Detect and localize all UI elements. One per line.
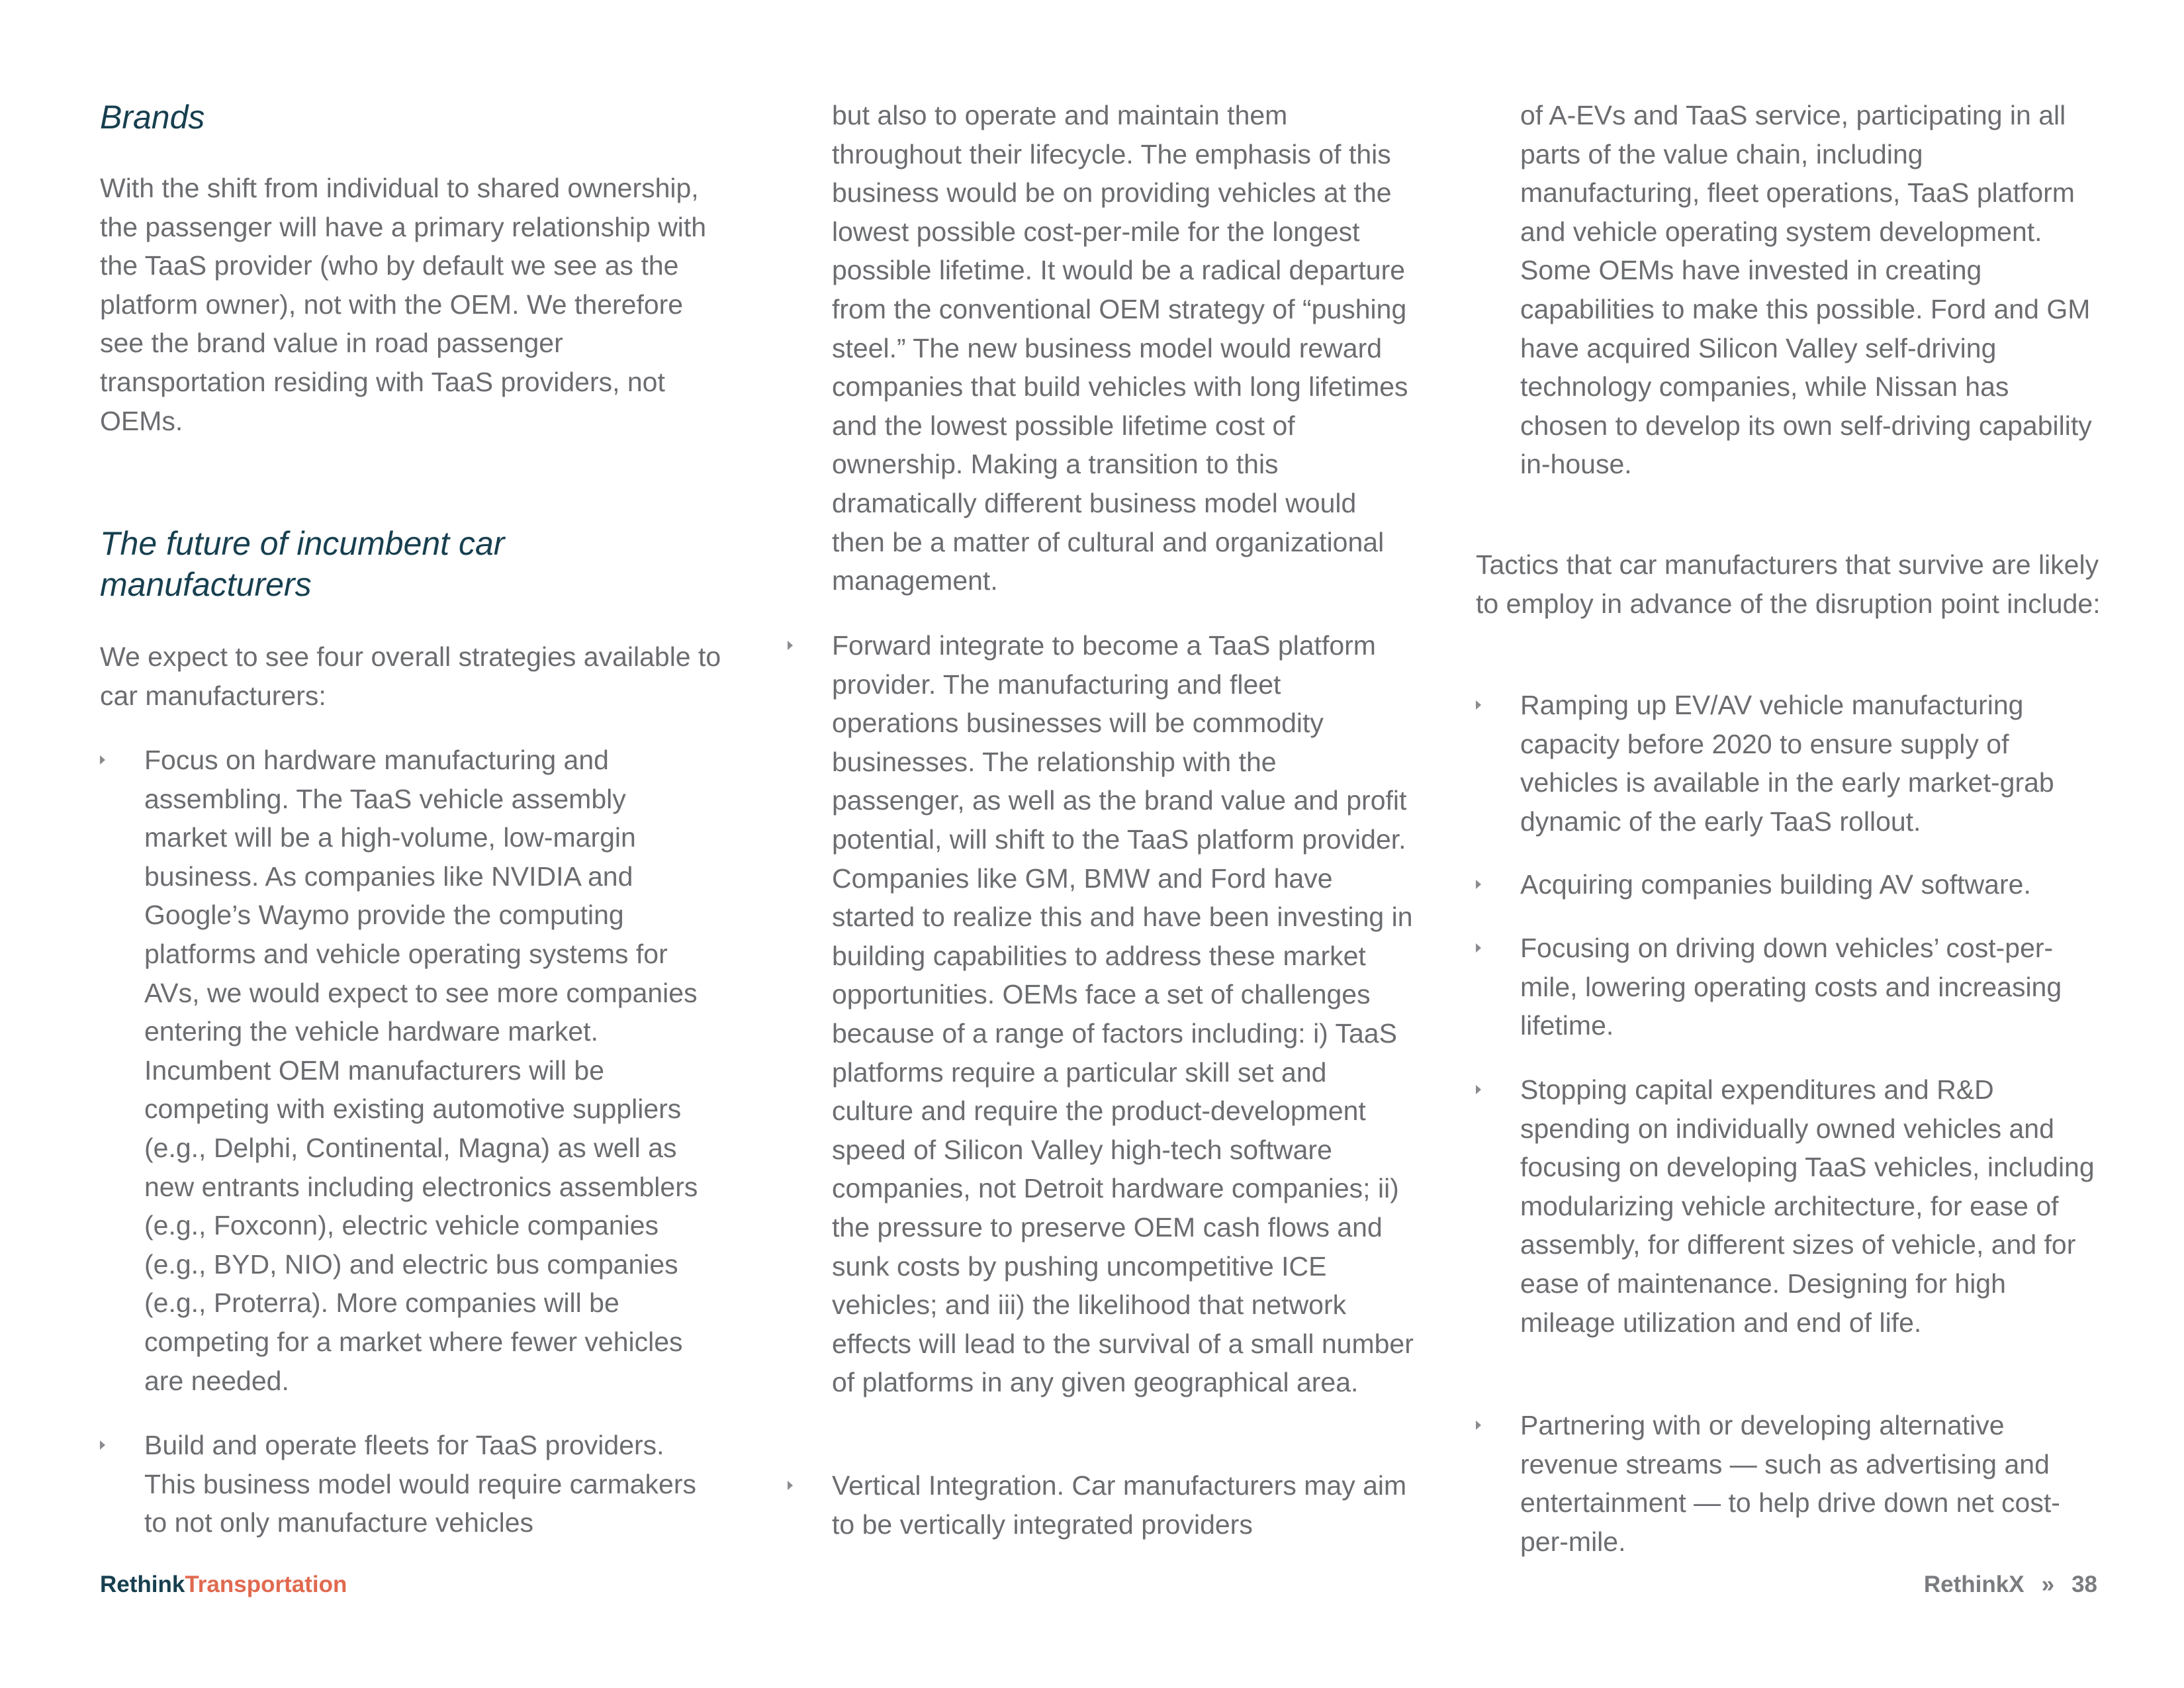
page-number: 38: [2071, 1571, 2097, 1597]
tactic-acquiring-text: Acquiring companies building AV software.: [1520, 869, 2031, 900]
footer-brand: [100, 1570, 347, 1599]
strategies-intro-paragraph: We expect to see four overall strategies available to car manufacturers:: [100, 641, 721, 711]
footer-brand-transportation: Transportation: [185, 1571, 347, 1597]
fleets-continuation-text: but also to operate and maintain them throughout their lifecycle. The emphasis of this business would be on providing vehicles at the lowest possible cost-per-mile for the longest possible lifetime. It would be a radical departure from the conventional OEM strategy of “pushing steel.” The new business model would reward companies that build vehicles with long lifetimes and the lowest possible lifetime cost of ownership. Making a transition to this dramatically different business model would then be a matter of cultural and organizational management.: [832, 100, 1408, 596]
strategy-vertical-integration-text: Vertical Integration. Car manufacturers may aim to be vertically integrated providers: [832, 1470, 1407, 1540]
bullet-arrow-icon: [1476, 880, 1481, 889]
section-heading-future: The future of incumbent car manufacturers: [100, 525, 505, 603]
bullet-arrow-icon: [1476, 1085, 1481, 1094]
strategy-fleets-text: Build and operate fleets for TaaS providers. This business model would require carmakers to not only manufacture vehicles: [144, 1430, 697, 1538]
tactics-intro-paragraph: Tactics that car manufacturers that survive are likely to employ in advance of the disruption point include:: [1476, 549, 2101, 619]
strategy-forward-integrate-text: Forward integrate to become a TaaS platform provider. The manufacturing and fleet operations businesses will be commodity businesses. The relationship with the passenger, as well as the brand value and profit potential, will shift to the TaaS platform provider. Companies like GM, BMW and Ford have started to realize this and have been investing in building capabilities to address these market opportunities. OEMs face a set of challenges because of a range of factors including: i) TaaS platforms require a particular skill set and culture and require the product-development speed of Silicon Valley high-tech software companies, not Detroit hardware companies; ii) the pressure to preserve OEM cash flows and sunk costs by pushing uncompetitive ICE vehicles; and iii) the likelihood that network effects will lead to the survival of a small number of platforms in any given geographical area.: [832, 630, 1414, 1398]
brands-paragraph: With the shift from individual to shared ownership, the passenger will have a primary relationship with the TaaS provider (who by default we see as the platform owner), not with the OEM. We therefore see the brand value in road passenger transportation residing with TaaS providers, not OEMs.: [100, 173, 707, 436]
tactic-stopping-capex-text: Stopping capital expenditures and R&D spending on individually owned vehicles and focusing on developing TaaS vehicles, including modularizing vehicle architecture, for ease of assembly, for different sizes of vehicle, and for ease of maintenance. Designing for high mileage utilization and end of life.: [1520, 1074, 2095, 1338]
tactic-partnering-text: Partnering with or developing alternative revenue streams — such as advertising and entertainment — to help drive down net cost-per-mile.: [1520, 1410, 2060, 1557]
bullet-arrow-icon: [788, 1481, 793, 1490]
footer-separator: »: [2041, 1571, 2055, 1597]
bullet-arrow-icon: [100, 1440, 105, 1450]
bullet-arrow-icon: [1476, 943, 1481, 953]
bullet-arrow-icon: [1476, 1421, 1481, 1430]
bullet-arrow-icon: [100, 755, 105, 765]
vertical-integration-continuation-text: of A-EVs and TaaS service, participating in all parts of the value chain, including manufacturing, fleet operations, TaaS platform and vehicle operating system development. Some OEMs have invested in creating capabilities to make this possible. Ford and GM have acquired Silicon Valley self-driving technology companies, while Nissan has chosen to develop its own self-driving capability in-house.: [1520, 100, 2092, 480]
tactic-ramping-text: Ramping up EV/AV vehicle manufacturing capacity before 2020 to ensure supply of vehicles is available in the early market-grab dynamic of the early TaaS rollout.: [1520, 690, 2054, 837]
tactic-cost-per-mile-text: Focusing on driving down vehicles’ cost-per-mile, lowering operating costs and increasing lifetime.: [1520, 933, 2062, 1041]
footer-brand-rethink: Rethink: [100, 1571, 185, 1597]
bullet-arrow-icon: [788, 641, 793, 650]
bullet-arrow-icon: [1476, 700, 1481, 710]
strategy-hardware-text: Focus on hardware manufacturing and assembling. The TaaS vehicle assembly market will be a high-volume, low-margin business. As companies like NVIDIA and Google’s Waymo provide the computing platforms and vehicle operating systems for AVs, we would expect to see more companies entering the vehicle hardware market. Incumbent OEM manufacturers will be competing with existing automotive suppliers (e.g., Delphi, Continental, Magna) as well as new entrants including electronics assemblers (e.g., Foxconn), electric vehicle companies (e.g., BYD, NIO) and electric bus companies (e.g., Proterra). More companies will be competing for a market where fewer vehicles are needed.: [144, 745, 698, 1396]
footer-page-info: [1924, 1570, 2097, 1599]
footer-publisher: RethinkX: [1923, 1571, 2025, 1597]
section-heading-brands: Brands: [100, 99, 205, 136]
